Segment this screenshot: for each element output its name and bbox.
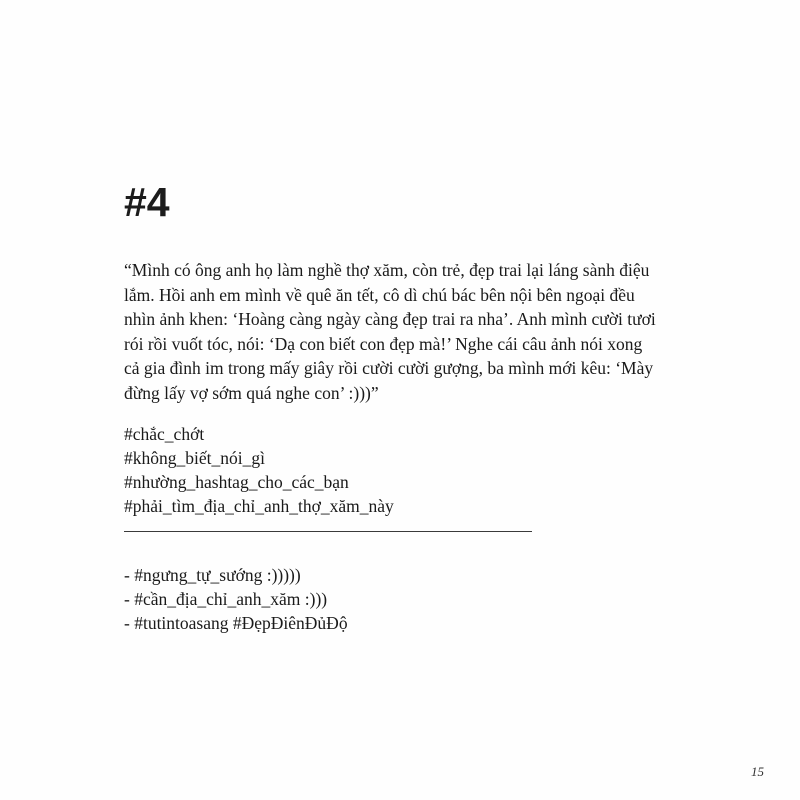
story-line: đừng lấy vợ sớm quá nghe con’ :)))” [124, 382, 379, 403]
hashtag-list [124, 422, 394, 518]
comment-item: - #tutintoasang #ĐẹpĐiênĐủĐộ [124, 613, 348, 633]
story-line: nhìn ảnh khen: ‘Hoàng càng ngày càng đẹp trai ra nha’. Anh mình cười tươi [124, 309, 656, 329]
hashtag-item: #không_biết_nói_gì [124, 448, 265, 468]
chapter-title: #4 [124, 179, 170, 225]
comment-list [124, 563, 348, 635]
story-line: lắm. Hồi anh em mình về quê ăn tết, cô dì chú bác bên nội bên ngoại đều [124, 284, 635, 305]
story-paragraph [124, 258, 704, 405]
hashtag-item: #chắc_chớt [124, 424, 205, 444]
section-divider [124, 531, 532, 532]
hashtag-item: #phải_tìm_địa_chỉ_anh_thợ_xăm_này [124, 496, 394, 516]
story-line: “Mình có ông anh họ làm nghề thợ xăm, còn trẻ, đẹp trai lại láng sành điệu [124, 260, 650, 280]
story-line: rói rồi vuốt tóc, nói: ‘Dạ con biết con đẹp mà!’ Nghe cái câu ảnh nói xong [124, 333, 643, 354]
hashtag-item: #nhường_hashtag_cho_các_bạn [124, 472, 349, 492]
comment-item: - #ngưng_tự_sướng :))))) [124, 565, 301, 585]
comment-item: - #cần_địa_chỉ_anh_xăm :))) [124, 589, 328, 609]
page-number: 15 [751, 764, 764, 779]
story-line: cả gia đình im trong mấy giây rồi cười cười gượng, ba mình mới kêu: ‘Mày [124, 358, 654, 378]
